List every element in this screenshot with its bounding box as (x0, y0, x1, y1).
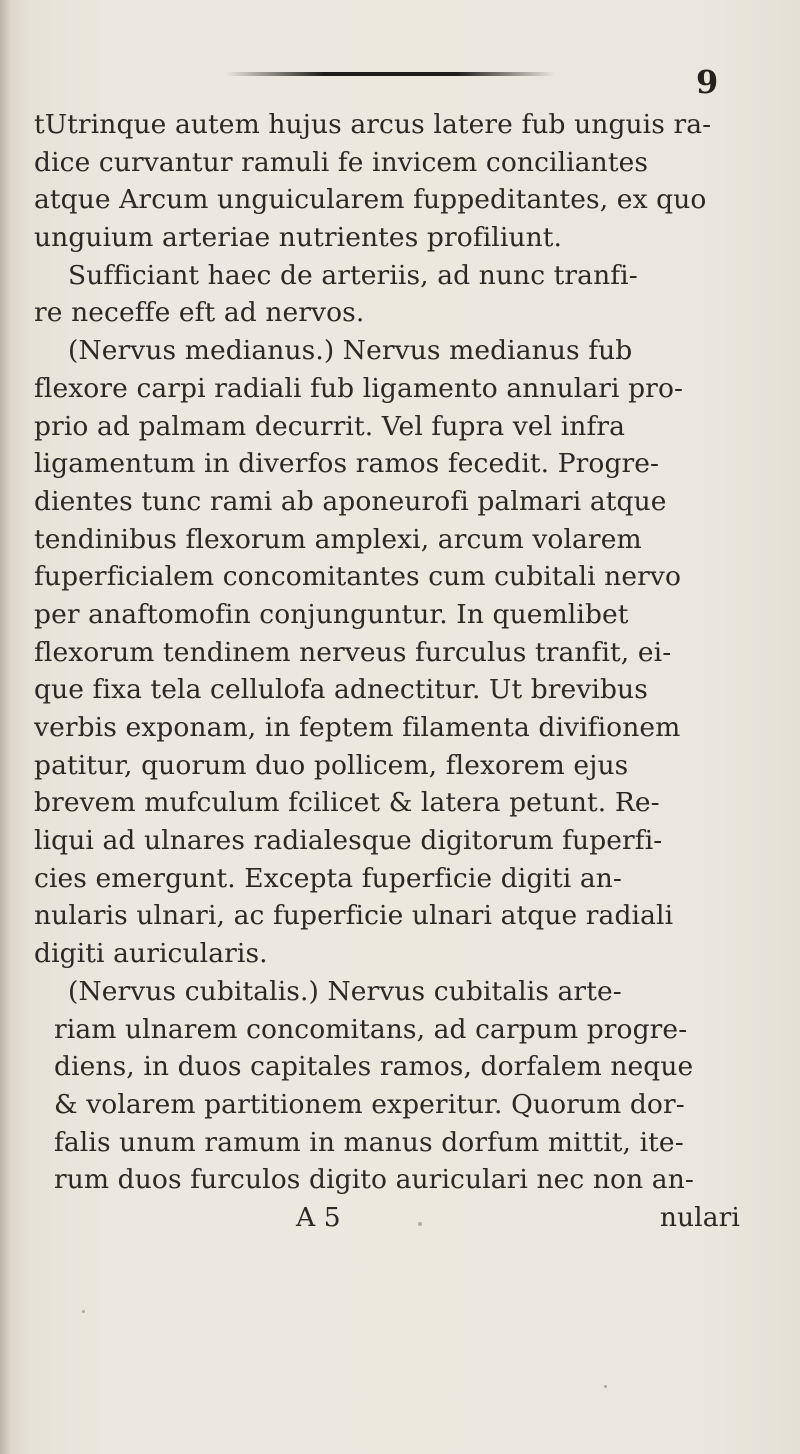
text-line-7: (Nervus medianus.) Nervus medianus fub (68, 335, 633, 367)
signature-mark: A 5 (296, 1201, 341, 1233)
text-line-2: dice curvantur ramuli fe invicem conciliantes (34, 146, 649, 178)
text-line-11: dientes tunc rami ab aponeurofi palmari atque (34, 485, 667, 517)
body-text (34, 106, 774, 1237)
text-line-25: riam ulnarem concomitans, ad carpum progre- (54, 1013, 688, 1045)
text-line-17: verbis exponam, in feptem filamenta divifionem (34, 712, 681, 743)
signature-line (34, 1199, 774, 1237)
paper-speck (418, 1222, 422, 1226)
text-line-12: tendinibus flexorum amplexi, arcum volarem (34, 523, 642, 555)
text-line-27: & volarem partitionem experitur. Quorum dor- (54, 1088, 685, 1120)
text-line-3: atque Arcum unguicularem fuppeditantes, ex quo (34, 184, 707, 216)
text-line-14: per anaftomofin conjunguntur. In quemlibet (34, 598, 629, 630)
text-line-23: digiti auricularis. (34, 938, 268, 970)
text-line-10: ligamentum in diverfos ramos fecedit. Progre- (34, 448, 660, 480)
text-line-5: Sufficiant haec de arteriis, ad nunc tranfi- (68, 259, 638, 291)
text-line-26: diens, in duos capitales ramos, dorfalem neque (54, 1051, 694, 1083)
text-line-9: prio ad palmam decurrit. Vel fupra vel infra (34, 410, 626, 442)
text-line-8: flexore carpi radiali fub ligamento annulari pro- (34, 372, 684, 404)
text-line-19: brevem mufculum fcilicet & latera petunt. Re- (34, 787, 660, 819)
text-line-6: re neceffe eft ad nervos. (34, 297, 365, 329)
text-line-1: tUtrinque autem hujus arcus latere fub unguis ra- (34, 109, 712, 140)
text-line-20: liqui ad ulnares radialesque digitorum fuperfi- (34, 825, 663, 857)
text-line-15: flexorum tendinem nerveus furculus tranfit, ei- (34, 636, 672, 668)
text-line-28: falis unum ramum in manus dorfum mittit, ite- (54, 1126, 684, 1158)
text-line-4: unguium arteriae nutrientes profiliunt. (34, 222, 563, 254)
text-line-13: fuperficialem concomitantes cum cubitali nervo (34, 561, 682, 593)
text-line-16: que fixa tela cellulofa adnectitur. Ut brevibus (34, 674, 648, 706)
text-line-29: rum duos furculos digito auriculari nec non an- (54, 1164, 694, 1196)
text-line-22: nularis ulnari, ac fuperficie ulnari atque radiali (34, 900, 674, 932)
paper-speck (82, 1310, 85, 1313)
header-rule (225, 72, 555, 76)
catchword: nulari (659, 1201, 740, 1233)
paper-speck (604, 1385, 607, 1388)
page-binding-edge (0, 0, 10, 1454)
page-number: 9 (696, 63, 719, 101)
text-line-24: (Nervus cubitalis.) Nervus cubitalis arte- (68, 975, 622, 1007)
text-line-18: patitur, quorum duo pollicem, flexorem ejus (34, 749, 629, 781)
text-line-21: cies emergunt. Excepta fuperficie digiti an- (34, 862, 622, 894)
